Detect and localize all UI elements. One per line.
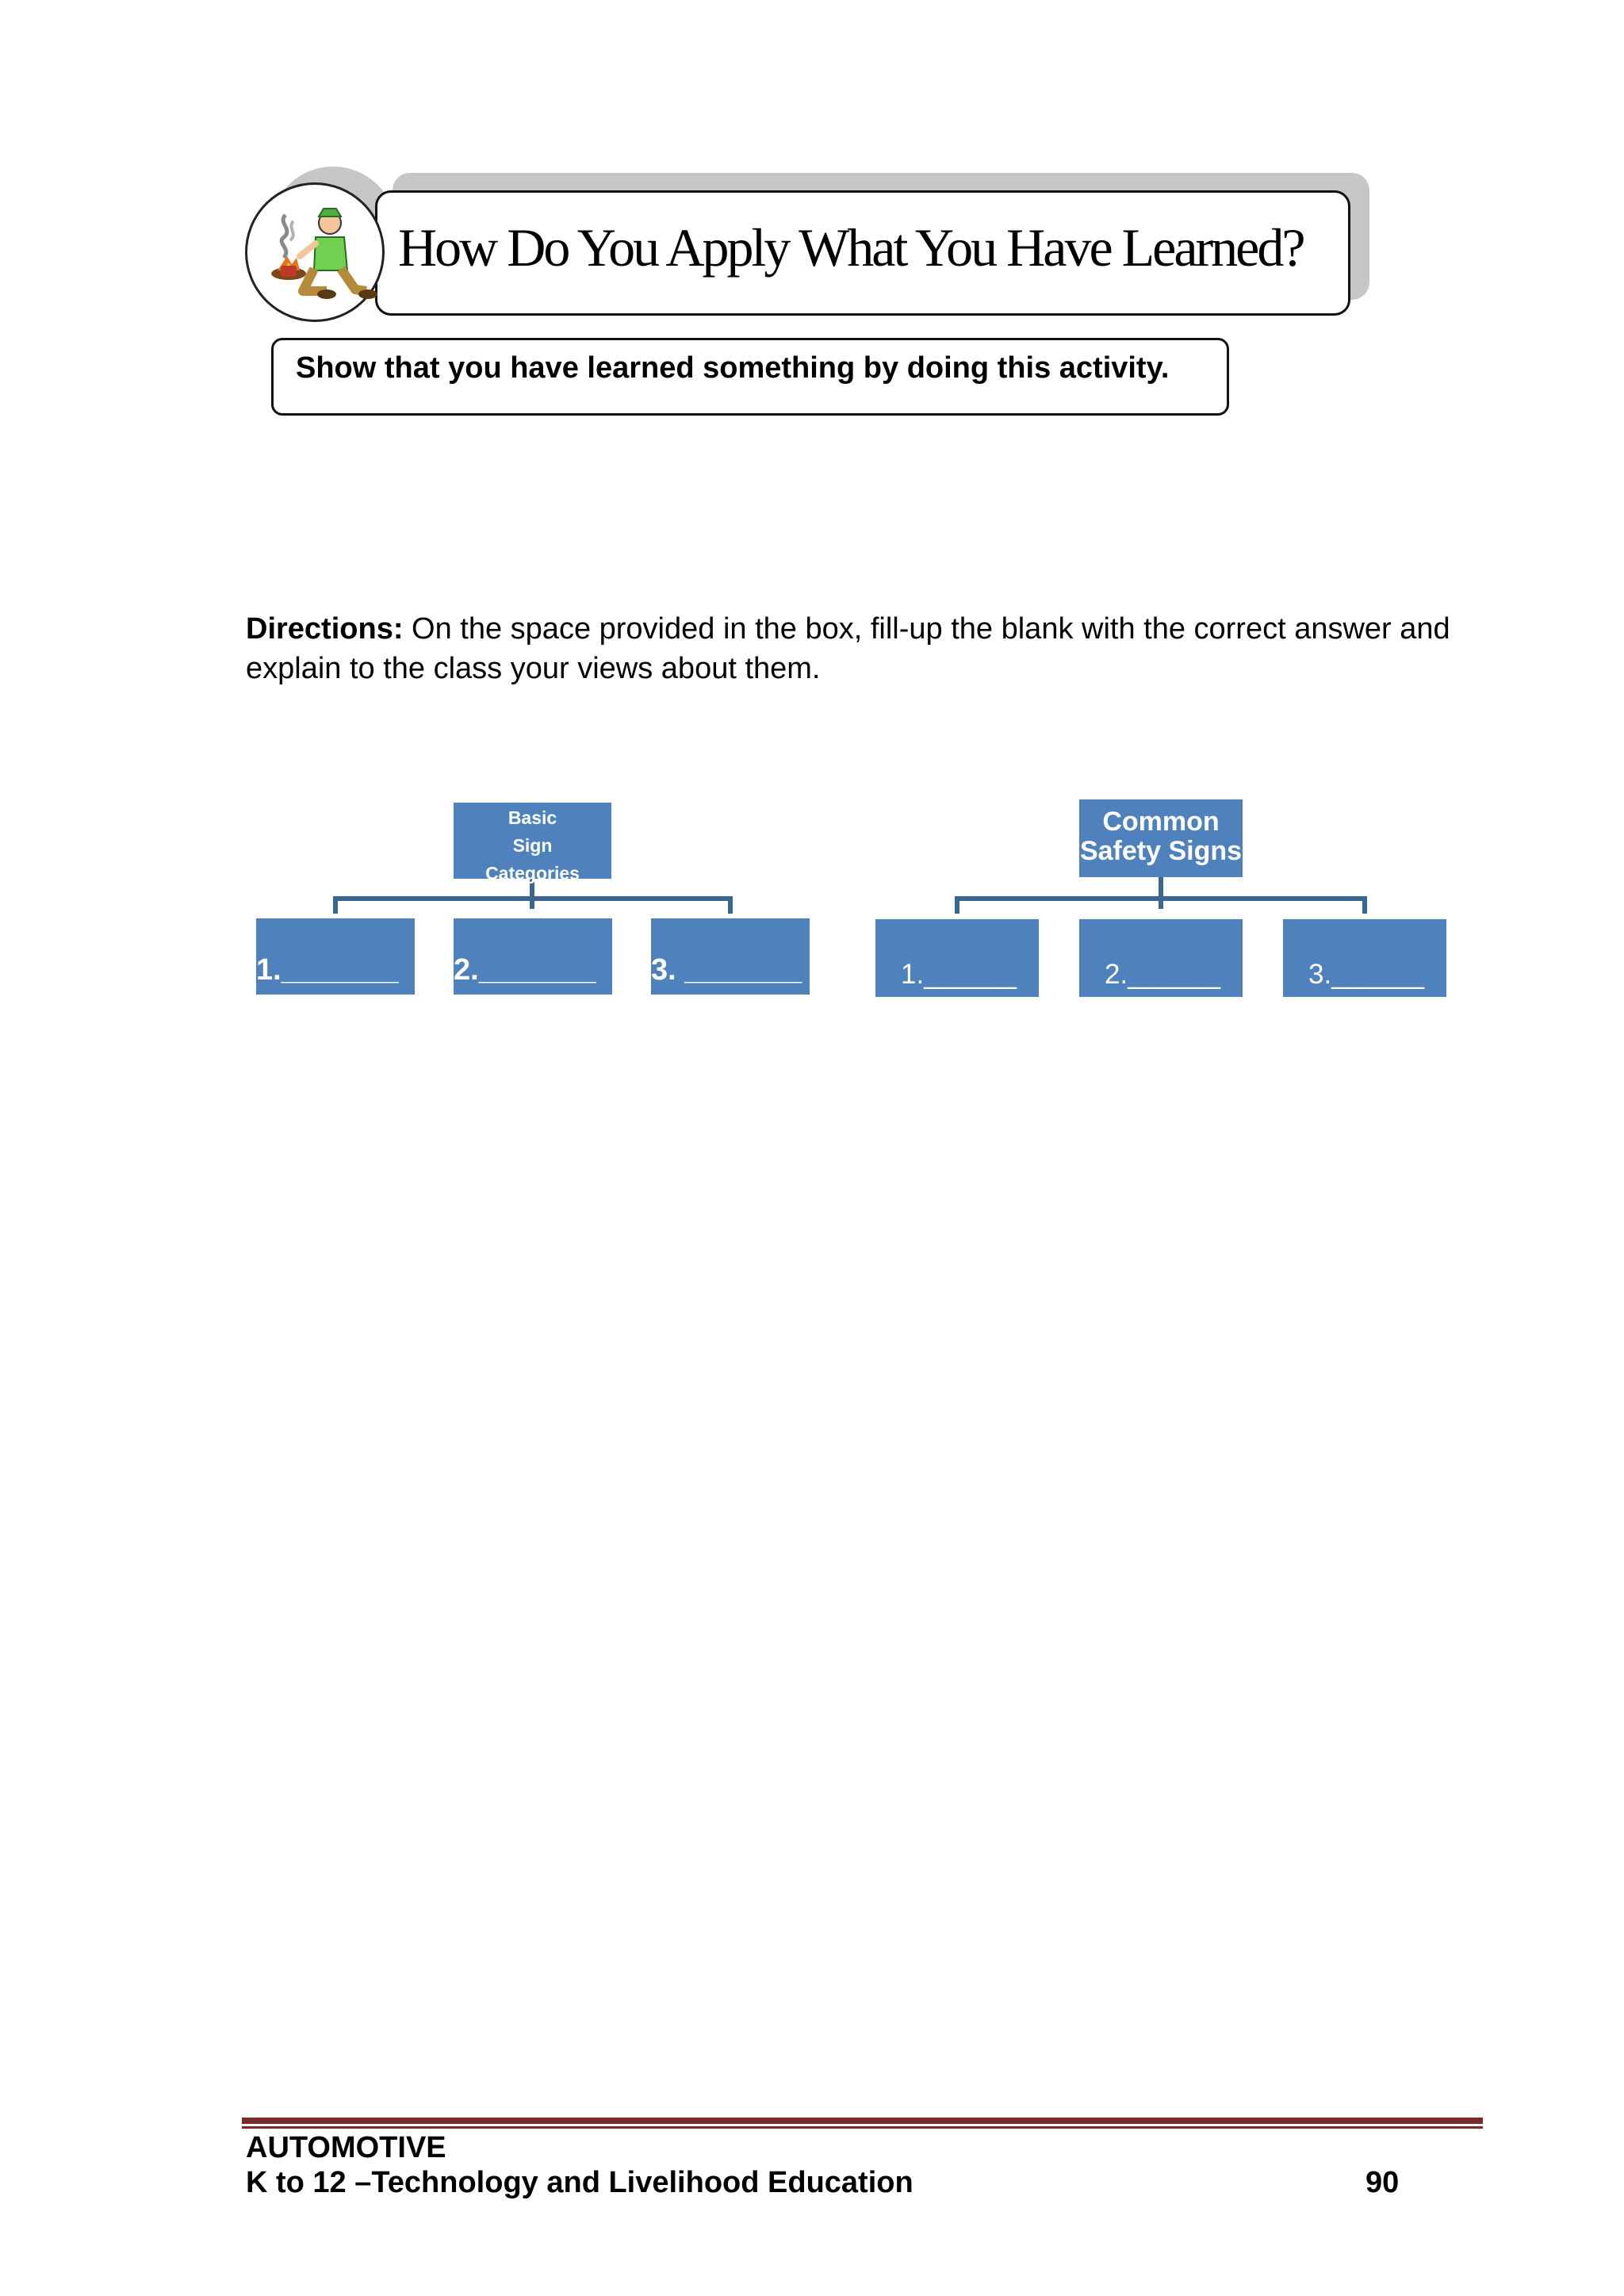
footer-rule-thin [242, 2126, 1483, 2129]
diagram-1-item-1-label: 1._______ [256, 953, 399, 987]
diagram-1-item-3[interactable] [651, 918, 810, 995]
diagram-2-item-2-label: 2.______ [1105, 959, 1220, 990]
diagram-1-item-2-label: 2._______ [454, 953, 596, 987]
diagram-1-root-line-1: Basic [508, 807, 557, 828]
diagram-1-item-3-label: 3. _______ [651, 953, 802, 987]
diagram-2-item-1[interactable] [875, 919, 1039, 997]
diagram-2-item-1-label: 1.______ [901, 959, 1017, 990]
footer-course: K to 12 –Technology and Livelihood Education [246, 2166, 914, 2199]
diagram-2-root [1079, 799, 1243, 877]
directions-text: On the space provided in the box, fill-up the blank with the correct answer and explain to the class your views about them. [246, 612, 1450, 685]
diagram-1-item-1[interactable] [256, 918, 415, 995]
diagram-2-root-line-1: Common [1102, 807, 1220, 837]
diagram-1-root-line-2: Sign [512, 835, 553, 856]
diagram-2-item-3[interactable] [1283, 919, 1446, 997]
directions-label: Directions: [246, 612, 404, 646]
page-number: 90 [1365, 2166, 1400, 2199]
diagram-2-item-2[interactable] [1079, 919, 1243, 997]
footer-subject: AUTOMOTIVE [246, 2131, 446, 2164]
diagram-1-item-2[interactable] [454, 918, 612, 995]
page-title: How Do You Apply What You Have Learned? [398, 217, 1304, 278]
diagram-1-root [454, 803, 611, 884]
diagram-2-item-3-label: 3.______ [1308, 959, 1424, 990]
diagram-1-connectors [0, 0, 1624, 1031]
diagram-2-root-line-2: Safety Signs [1079, 836, 1243, 866]
footer-rule [242, 2118, 1483, 2124]
subtitle: Show that you have learned something by doing this activity. [296, 351, 1170, 385]
diagram-1-root-line-3: Categories [485, 863, 580, 884]
